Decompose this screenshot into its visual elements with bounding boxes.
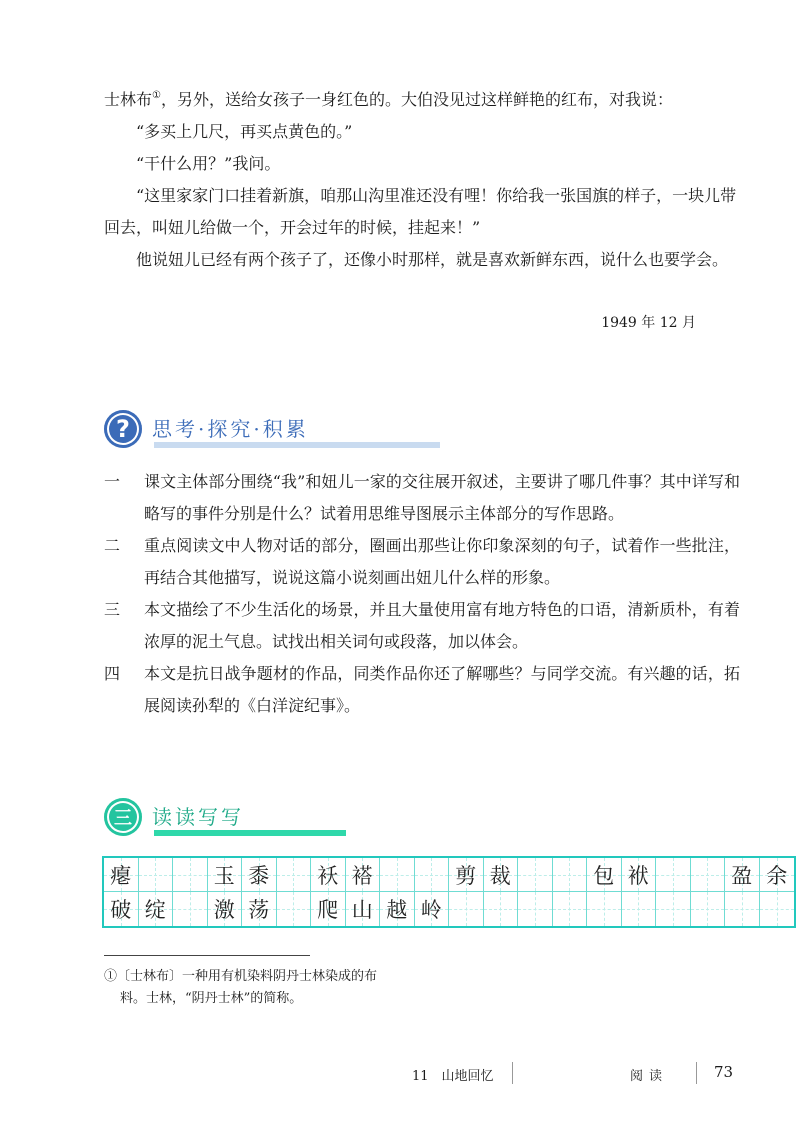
grid-cell [173,892,208,926]
footnote-marker[interactable]: ① [152,90,161,101]
page-footer [0,1062,800,1086]
grid-cell [656,892,691,926]
grid-cell [449,892,484,926]
grid-cell [760,858,795,892]
grid-char: 黍 [248,863,270,888]
grid-cell [484,892,519,926]
question-item [104,658,740,722]
grid-char: 裁 [489,863,511,888]
grid-char: 褡 [351,863,373,888]
story-text [104,84,740,276]
grid-cell [277,892,312,926]
grid-cell [139,858,174,892]
grid-char: 余 [766,863,788,888]
grid-char: 包 [593,863,615,888]
grid-cell [656,858,691,892]
footnote-line: 料。士林，“阴丹士林”的简称。 [120,991,303,1006]
question-item [104,466,740,530]
grid-char: 盈 [731,863,753,888]
story-paragraph: 士林布①，另外，送给女孩子一身红色的。大伯没见过这样鲜艳的红布，对我说： [104,90,673,109]
footnote [104,966,434,1010]
question-text: 本文描绘了不少生活化的场景，并且大量使用富有地方特色的口语，清新质朴，有着浓厚的泥土气息。试找出相关词句或段落，加以体会。 [144,600,740,651]
grid-char: 爬 [317,898,339,922]
grid-cell [587,892,622,926]
grid-cell [760,892,795,926]
question-item [104,594,740,658]
grid-cell [484,858,519,892]
grid-char: 绽 [144,898,166,922]
grid-cell [587,858,622,892]
grid-char: 袄 [317,863,339,888]
grid-char: 袱 [627,863,649,888]
grid-cell [449,858,484,892]
question-mark-icon: ? [104,410,142,448]
grid-cell [208,858,243,892]
grid-cell [139,892,174,926]
grid-char: 山 [351,898,373,922]
grid-cell [622,892,657,926]
grid-cell [242,892,277,926]
question-item [104,530,740,594]
story-paragraph: 他说妞儿已经有两个孩子了，还像小时那样，就是喜欢新鲜东西，说什么也要学会。 [136,250,729,269]
vocab-grid [102,856,796,928]
grid-char: 瘪 [110,863,132,888]
story-paragraph: “干什么用？”我问。 [136,154,281,173]
title-underline [154,442,440,448]
footer-separator [696,1062,697,1084]
section-three-icon: 三 [104,798,142,836]
grid-cell [553,892,588,926]
story-term: 士林布 [104,90,153,109]
grid-char: 剪 [455,863,477,888]
page-number: 73 [714,1063,734,1081]
grid-cell [104,858,139,892]
grid-char: 破 [110,898,132,922]
question-list [104,466,740,722]
grid-cell [277,858,312,892]
grid-cell [622,858,657,892]
grid-cell [691,858,726,892]
grid-cell [346,892,381,926]
grid-cell [173,858,208,892]
question-number: 三 [104,600,121,619]
grid-char: 激 [213,898,235,922]
question-text: 课文主体部分围绕“我”和妞儿一家的交往展开叙述，主要讲了哪几件事？其中详写和略写的事件分别是什么？试着用思维导图展示主体部分的写作思路。 [144,472,740,523]
grid-cell [380,858,415,892]
grid-cell [518,858,553,892]
question-text: 本文是抗日战争题材的作品，同类作品你还了解哪些？与同学交流。有兴趣的话，拓展阅读孙犁的《白洋淀纪事》。 [144,664,740,715]
section-label: 阅读 [630,1069,669,1084]
question-text: 重点阅读文中人物对话的部分，圈画出那些让你印象深刻的句子，试着作一些批注，再结合其他描写，说说这篇小说刻画出妞儿什么样的形象。 [144,536,740,587]
think-section-title: 思考·探究·积累 [152,417,309,441]
grid-cell [311,892,346,926]
grid-char: 玉 [213,863,235,888]
grid-cell [415,892,450,926]
grid-char: 岭 [420,898,442,922]
grid-cell [380,892,415,926]
story-paragraph: “这里家家门口挂着新旗，咱那山沟里准还没有哩！你给我一张国旗的样子，一块儿带回去，叫妞儿给做一个，开会过年的时候，挂起来！” [104,186,737,237]
grid-cell [725,892,760,926]
grid-cell [691,892,726,926]
readwrite-section-title: 读读写写 [152,805,244,829]
chapter-title: 11 山地回忆 [412,1069,494,1084]
story-paragraph: “多买上几尺，再买点黄色的。” [136,122,353,141]
footnote-line: ①〔士林布〕一种用有机染料阴丹士林染成的布 [104,969,378,984]
question-number: 一 [104,472,121,491]
question-number: 四 [104,664,121,683]
grid-cell [553,858,588,892]
grid-cell [518,892,553,926]
story-date: 1949 年 12 月 [601,315,696,331]
footer-separator [512,1062,513,1084]
title-underline [154,830,346,836]
grid-cell [104,892,139,926]
question-number: 二 [104,536,121,555]
grid-cell [242,858,277,892]
grid-char: 荡 [248,898,270,922]
grid-row [104,858,794,892]
grid-cell [415,858,450,892]
grid-row [104,892,794,926]
grid-cell [346,858,381,892]
grid-cell [725,858,760,892]
footnote-divider [104,955,310,956]
grid-char: 越 [386,898,408,922]
grid-cell [208,892,243,926]
grid-cell [311,858,346,892]
